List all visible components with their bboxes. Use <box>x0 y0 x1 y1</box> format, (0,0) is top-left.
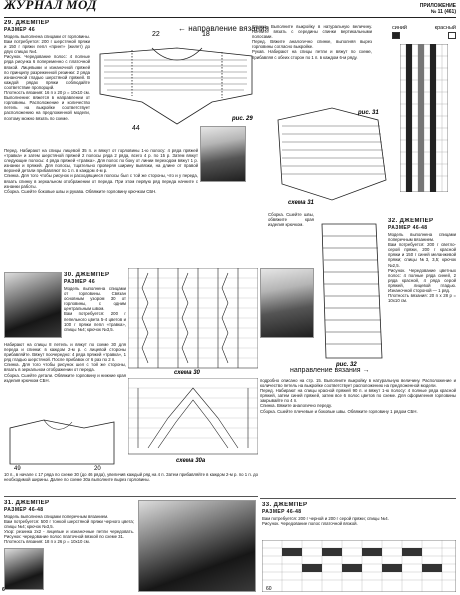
model-photo-33 <box>138 500 256 592</box>
issue-info <box>420 3 456 15</box>
magazine-name-small: ЖУРНАЛ <box>4 0 64 12</box>
item-29-front: Перед. Набирают на спицы лицевой 35 п. и вяжут от горловины 1-ю полосу: 4 ряда пряжей «травка» и затем шерстяной пряжей 2 полосы ряда 2 ряда, всего 4 р. по 15 р. Затем вяжут следующие полосы: 4 ряда пряжей «травка». Для полос по боку от линии переходом вяжут 1 р. изнанки и пряжей. Для полосы, тщательно проверяя ширину вывязки, на длине от правой верхней детали прибавляют по 1 п. в каждом 4-м р. <box>4 148 198 174</box>
chart-30a-lace <box>128 378 258 462</box>
dim-22: 22 <box>152 31 160 38</box>
dim-49: 49 <box>14 466 21 472</box>
item-32-pattern: Рисунок. Чередование цветных полос: 4 полные ряда синей, 2 ряда красной, 4 ряда серой пряжей, лицевой гладью. Изнаночной стороной — 1 ряд. <box>388 267 456 294</box>
right-assembly-text: Сборка. Сшейте швы, обвяжите края изделия крючком. <box>268 212 314 228</box>
item-31-materials: Вам потребуется: 500 г тонкой шерстяной пряжи черного цвета; спицы №4; крючок №3,5. <box>4 519 134 530</box>
item-32-materials: Вам потребуется: 200 г светло-серой пряжи, 200 г красной пряжи и 150 г синей меланжевой пряжи; спицы №3, 3,5; крючок №2,5. <box>388 242 456 268</box>
item-32-continued <box>260 378 456 496</box>
item-30-assembly: Сборка. Сшейте детали. Обвяжите горловину и нижние края изделия крючком СБН. <box>4 372 126 383</box>
item-31-title: 31. ДЖЕМПЕР РАЗМЕР 46-48 <box>4 500 50 513</box>
item-29-back: Спинка. Для того чтобы рисунок и расходящиеся полосы был с той же стороны, что и у переда, вязать спинку в зеркальном отображении от переда. При этом первую ряд переда начните с изнанки работы. <box>4 173 198 189</box>
model-photo-31 <box>4 548 44 590</box>
legend-blue-swatch <box>392 32 400 39</box>
chart-31-label: схема 31 <box>288 200 314 206</box>
item-32-execution: подробно описано на стр. 15. Выполните выкройку в натуральную величину. Расположение и количество петель на выкройке соответствует расположению на предложенной модели. <box>260 378 456 389</box>
item-33-materials: Вам потребуется: 200 г черной и 200 г серой пряжи; спицы №4. <box>262 516 389 521</box>
right-front-text: Перед. Вяжите аналогично спинке, выполняя вырез горловины согласно выкройке. <box>252 39 372 50</box>
model-photo-30 <box>4 272 62 338</box>
item-32-assembly: Сборка. Сшейте плечевые и боковые швы. Обвяжите горловину 1 рядом СБН. <box>260 408 418 414</box>
bottom-mid-text <box>4 472 258 494</box>
item-29-execution: Выполнение: вяжется в направлении от горловины. Расположение и количество петель на выкройке соответствует расположению на предложенной модели, поэтому можно вязать по схеме. <box>4 95 90 121</box>
dim-20: 20 <box>94 466 101 472</box>
supplement-label: ПРИЛОЖЕНИЕ <box>419 3 456 9</box>
legend-red-swatch <box>448 32 456 39</box>
item-30-sleeve: 10 п., в начале с 17 ряда по схеме 30 (до 46 ряда), увеличив каждый ряд на 4 п. Затем прибавляйте в каждом 2-м р. по 1 п. до необходимой ширины. Далее по схеме 30а выполните вырез горловины. <box>4 472 258 483</box>
item-29-pattern: Рисунок. Чередование полос: 4 полные ряда рисунка 6 попеременно с платочной вязкой. Лицевыми и изнаночной пряжей по принципу разреженной резинки: 2 ряда изнаночной гладью шерстяной пряжей. В каждой рядах пряжи соблюдайте соответствие пропорций. <box>4 54 90 90</box>
pattern-30-outline <box>4 414 122 472</box>
right-back-text: Спинка. Выполните выкройку в натуральную величину. Начните вязать с середины спинки вертикальными полосами. <box>252 24 372 40</box>
item-30-front: Набирают на спицы 8 петель и вяжут по схеме 30 для переда и спинки: в каждом 2-м р. с лицевой стороны прибавляйте. Вяжут поочередно: 4 ряда пряжей «травка», 1 ряд гладью шерстяной. После прибавок от 6 раз по 2 п. <box>4 342 126 363</box>
chart-31r-label: рис. 31 <box>358 110 379 116</box>
chart-31-strip <box>400 44 448 192</box>
item-31-gauge: Плотность вязания: 18 п x 26 р = 10x10 см. <box>4 539 90 545</box>
item-29-assembly: Сборка. Сшейте боковые швы и рукава. Обвяжите горловину крючком СБН. <box>4 188 157 194</box>
item-33-text <box>262 502 392 538</box>
legend-red-label: красный <box>434 25 456 31</box>
chart-33-grid <box>262 540 456 592</box>
pattern-32-diagram <box>316 218 386 368</box>
dim-18: 18 <box>202 31 210 38</box>
item-32-title: 32. ДЖЕМПЕР РАЗМЕР 46-48 <box>388 218 434 231</box>
arrow-right-icon: → <box>362 367 370 374</box>
item-32-gauge: Плотность вязания: 20 п x 28 р = 10x10 см. <box>388 293 456 304</box>
dim-44: 44 <box>132 125 140 132</box>
item-33-title: 33. ДЖЕМПЕР РАЗМЕР 46-48 <box>262 502 308 515</box>
knitting-direction-label-2: направление вязания → <box>290 367 370 374</box>
item-30-title: 30. ДЖЕМПЕР РАЗМЕР 46 <box>64 272 110 285</box>
item-30-materials: Вам потребуется: 200 г пепельного цвета 5-4 цветов и 100 г пряжи пепл «травка», спицы №4; крючок №3,5. <box>64 311 126 332</box>
item-32-text <box>388 218 456 368</box>
chart-32-label: рис. 32 <box>336 362 357 368</box>
pattern-29-diagram <box>92 24 262 132</box>
right-col-text-2 <box>268 212 314 266</box>
header-divider <box>4 17 456 18</box>
item-29-intro: Модель выполнена спицами от горловины. <box>4 34 90 39</box>
item-29-title: 29. ДЖЕМПЕР РАЗМЕР 46 <box>4 20 50 33</box>
item-30-intro: Модель выполнена спицами от горловины. Связан основным узором 30 от горловины, с одним центральным швом. <box>64 286 126 312</box>
section-divider-31 <box>4 496 258 497</box>
magazine-logo <box>4 0 97 12</box>
item-30-back: Спинка. Для того чтобы рисунок шел с той же стороны, вязать в зеркальном отображении от переда. <box>4 362 126 373</box>
dim-60: 60 <box>266 586 272 592</box>
arrow-left-icon: ← <box>178 24 186 33</box>
page-number: 6 <box>2 586 5 593</box>
chart-31-legend <box>392 26 456 39</box>
right-sleeve-text: Рукав. Набирают на спицы петли и вяжут по схеме, прибавляя с обеих сторон по 1 п. в каждом 6-м ряду. <box>252 49 372 60</box>
issue-number: № 11 (461) <box>430 9 456 15</box>
item-32-front: Перед. Набирают на спицы красной пряжей 90 п. и вяжут 1-ю полосу: 4 полные ряда красной пряжей, затем синей пряжей, затем все 6 полос цветов по схеме. Для оформления горловины закрывайте по 4 п. <box>260 388 456 404</box>
item-32-back: Спинка. Вяжите аналогично переду. <box>260 403 332 409</box>
legend-blue-label: синий <box>392 25 408 31</box>
chart-30-lace <box>128 268 258 374</box>
item-29-materials: Вам потребуется: 200 г шерстяной пряжи и 150 г пряжи пепл «принт» (жилет) до двух спицах №4. <box>4 39 90 55</box>
knitting-direction-label: ← направление вязания <box>178 24 269 33</box>
item-29-continued <box>4 148 198 268</box>
item-31-intro: Модель выполнена спицами поперечным вязанием. <box>4 514 109 519</box>
item-33-pattern: Рисунок. Чередование полос платочной вязкой. <box>262 521 358 527</box>
right-col-text <box>252 24 372 96</box>
item-29-gauge: Плотность вязания: 16 п x 20 р = 10x10 см. <box>4 90 90 96</box>
chart-29-label: рис. 29 <box>232 116 253 122</box>
chart-30a-label: схема 30а <box>176 458 206 462</box>
item-30-continued <box>4 342 126 412</box>
model-photo-29 <box>200 126 246 182</box>
model-photo-32 <box>260 268 314 338</box>
item-32-intro: Модель выполнена спицами поперечным вязанием. <box>388 232 456 243</box>
item-31-pattern: Узор: резинка 2x2 - лицевые и изнаночные петли чередовать. Рисунок: чередование полос платочной вязкой по схеме 31. <box>4 529 134 540</box>
section-divider-33 <box>260 498 456 499</box>
sleeve-pattern-29 <box>100 48 252 124</box>
chart-30-label: схема 30 <box>174 370 200 374</box>
magazine-name-big: МОД <box>65 0 97 12</box>
chart-31-body <box>268 100 396 210</box>
